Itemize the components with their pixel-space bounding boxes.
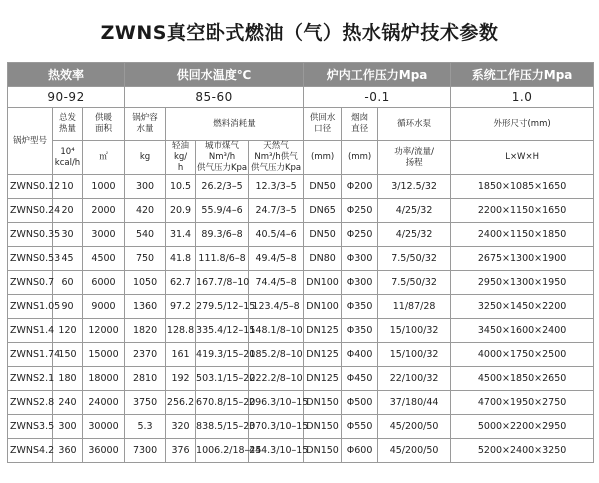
cell-pipe: DN80 [304,247,342,271]
cell-pump: 15/100/32 [378,343,451,367]
cell-natural-gas: 370.3/10–15 [249,415,304,439]
cell-pipe: DN100 [304,295,342,319]
cell-pump: 45/200/50 [378,415,451,439]
col-dims: 外形尺寸(mm) [451,108,594,141]
cell-dims: 2950×1300×1950 [451,271,594,295]
cell-light-oil: 10.5 [166,175,196,199]
cell-capacity: 300 [125,175,166,199]
cell-pipe: DN65 [304,199,342,223]
value-furnace-pressure: -0.1 [304,87,451,108]
cell-model: ZWNS0.53 [8,247,53,271]
cell-area: 6000 [83,271,125,295]
cell-capacity: 2810 [125,367,166,391]
cell-model: ZWNS1.05 [8,295,53,319]
col-city-gas: 城市煤气 Nm³/h 供气压力Kpa [196,141,248,173]
table-row [8,439,594,463]
cell-flue: Φ500 [342,391,378,415]
cell-pipe: DN150 [304,391,342,415]
cell-pipe: DN125 [304,367,342,391]
cell-pipe: DN125 [304,319,342,343]
cell-flue: Φ350 [342,295,378,319]
cell-flue: Φ400 [342,343,378,367]
cell-pump: 15/100/32 [378,319,451,343]
cell-capacity: 3750 [125,391,166,415]
summary-value-row [8,87,594,108]
cell-capacity: 7300 [125,439,166,463]
cell-capacity: 750 [125,247,166,271]
table-row [8,271,594,295]
cell-light-oil: 192 [166,367,196,391]
cell-dims: 2200×1150×1650 [451,199,594,223]
table-row [8,415,594,439]
cell-flue: Φ600 [342,439,378,463]
cell-model: ZWNS4.2 [8,439,53,463]
header-system-pressure: 系统工作压力Mpa [451,63,594,87]
cell-light-oil: 31.4 [166,223,196,247]
cell-area: 15000 [83,343,125,367]
unit-flue: (mm) [342,141,378,175]
cell-heat: 300 [53,415,83,439]
table-row [8,223,594,247]
cell-model: ZWNS1.4 [8,319,53,343]
cell-natural-gas: 296.3/10–15 [249,391,304,415]
cell-capacity: 1820 [125,319,166,343]
cell-city-gas: 279.5/12–15 [196,295,249,319]
cell-flue: Φ250 [342,223,378,247]
cell-area: 3000 [83,223,125,247]
cell-pipe: DN150 [304,415,342,439]
col-flue: 烟囱 直径 [342,108,378,141]
cell-natural-gas: 24.7/3–5 [249,199,304,223]
header-furnace-pressure: 炉内工作压力Mpa [304,63,451,87]
cell-pump: 22/100/32 [378,367,451,391]
cell-natural-gas: 185.2/8–10 [249,343,304,367]
table-row [8,391,594,415]
cell-area: 24000 [83,391,125,415]
cell-natural-gas: 12.3/3–5 [249,175,304,199]
cell-light-oil: 97.2 [166,295,196,319]
cell-pump: 45/200/50 [378,439,451,463]
cell-area: 9000 [83,295,125,319]
table-row [8,319,594,343]
col-heat: 总发 热量 [53,108,83,141]
cell-natural-gas: 148.1/8–10 [249,319,304,343]
summary-header-row [8,63,594,87]
column-header-row [8,108,594,141]
cell-pump: 37/180/44 [378,391,451,415]
cell-heat: 60 [53,271,83,295]
unit-pipe: (mm) [304,141,342,175]
cell-heat: 20 [53,199,83,223]
table-row [8,199,594,223]
col-area: 供暖 面积 [83,108,125,141]
cell-heat: 90 [53,295,83,319]
data-rows [8,175,594,463]
cell-dims: 4000×1750×2500 [451,343,594,367]
col-model: 锅炉型号 [8,108,53,175]
cell-light-oil: 128.8 [166,319,196,343]
unit-capacity: kg [125,141,166,175]
col-fuel: 燃料消耗量 [166,108,304,141]
cell-light-oil: 256.2 [166,391,196,415]
cell-model: ZWNS0.12 [8,175,53,199]
cell-capacity: 5.3 [125,415,166,439]
page-title: ZWNS真空卧式燃油（气）热水锅炉技术参数 [100,22,499,44]
cell-city-gas: 838.5/15–20 [196,415,249,439]
col-pump: 循环水泵 [378,108,451,141]
cell-dims: 4700×1950×2750 [451,391,594,415]
cell-model: ZWNS2.1 [8,367,53,391]
cell-pump: 11/87/28 [378,295,451,319]
cell-pipe: DN50 [304,175,342,199]
cell-area: 36000 [83,439,125,463]
table-row [8,343,594,367]
value-water-temp: 85-60 [125,87,304,108]
cell-pump: 4/25/32 [378,223,451,247]
col-pipe: 供回水 口径 [304,108,342,141]
cell-light-oil: 376 [166,439,196,463]
cell-light-oil: 320 [166,415,196,439]
unit-pump: 功率/流量/ 扬程 [378,141,451,175]
cell-area: 4500 [83,247,125,271]
header-efficiency: 热效率 [8,63,125,87]
unit-heat: 10⁴ kcal/h [53,141,83,175]
cell-pump: 3/12.5/32 [378,175,451,199]
cell-natural-gas: 123.4/5–8 [249,295,304,319]
cell-city-gas: 670.8/15–20 [196,391,249,415]
cell-city-gas: 89.3/6–8 [196,223,249,247]
table-row [8,175,594,199]
cell-natural-gas: 49.4/5–8 [249,247,304,271]
cell-model: ZWNS3.5 [8,415,53,439]
cell-heat: 240 [53,391,83,415]
cell-model: ZWNS0.7 [8,271,53,295]
cell-heat: 10 [53,175,83,199]
cell-pipe: DN50 [304,223,342,247]
cell-flue: Φ300 [342,271,378,295]
cell-light-oil: 20.9 [166,199,196,223]
cell-dims: 3450×1600×2400 [451,319,594,343]
cell-city-gas: 55.9/4–6 [196,199,249,223]
cell-heat: 30 [53,223,83,247]
cell-city-gas: 503.1/15–20 [196,367,249,391]
cell-flue: Φ300 [342,247,378,271]
cell-light-oil: 161 [166,343,196,367]
cell-capacity: 420 [125,199,166,223]
cell-area: 12000 [83,319,125,343]
cell-pipe: DN125 [304,343,342,367]
cell-flue: Φ550 [342,415,378,439]
col-light-oil: 轻油 kg/ h [166,141,196,175]
cell-dims: 2400×1150×1850 [451,223,594,247]
cell-light-oil: 62.7 [166,271,196,295]
cell-dims: 3250×1450×2200 [451,295,594,319]
cell-flue: Φ250 [342,199,378,223]
table-row [8,295,594,319]
cell-city-gas: 419.3/15–20 [196,343,249,367]
cell-dims: 2675×1300×1900 [451,247,594,271]
cell-dims: 4500×1850×2650 [451,367,594,391]
cell-model: ZWNS2.8 [8,391,53,415]
cell-heat: 120 [53,319,83,343]
cell-flue: Φ200 [342,175,378,199]
cell-model: ZWNS0.35 [8,223,53,247]
cell-model: ZWNS1.74 [8,343,53,367]
col-natural-gas: 天然气 Nm³/h供气 供气压力Kpa [249,141,304,175]
cell-area: 30000 [83,415,125,439]
spec-table [7,62,594,463]
cell-heat: 150 [53,343,83,367]
cell-area: 1000 [83,175,125,199]
cell-area: 2000 [83,199,125,223]
cell-heat: 180 [53,367,83,391]
cell-city-gas: 167.7/8–10 [196,271,249,295]
cell-flue: Φ450 [342,367,378,391]
col-capacity: 锅炉容 水量 [125,108,166,141]
cell-flue: Φ350 [342,319,378,343]
unit-row [8,141,594,175]
cell-area: 18000 [83,367,125,391]
cell-city-gas: 111.8/6–8 [196,247,249,271]
cell-dims: 1850×1085×1650 [451,175,594,199]
cell-pump: 4/25/32 [378,199,451,223]
value-system-pressure: 1.0 [451,87,594,108]
cell-model: ZWNS0.24 [8,199,53,223]
table-row [8,247,594,271]
unit-area: ㎡ [83,141,125,175]
cell-capacity: 1360 [125,295,166,319]
cell-natural-gas: 444.3/10–15 [249,439,304,463]
unit-dims: L×W×H [451,141,594,175]
cell-dims: 5000×2200×2950 [451,415,594,439]
cell-capacity: 2370 [125,343,166,367]
cell-heat: 45 [53,247,83,271]
cell-pump: 7.5/50/32 [378,271,451,295]
cell-dims: 5200×2400×3250 [451,439,594,463]
cell-city-gas: 335.4/12–15 [196,319,249,343]
cell-city-gas: 26.2/3–5 [196,175,249,199]
cell-pipe: DN100 [304,271,342,295]
cell-natural-gas: 74.4/5–8 [249,271,304,295]
cell-pump: 7.5/50/32 [378,247,451,271]
table-row [8,367,594,391]
cell-heat: 360 [53,439,83,463]
cell-capacity: 540 [125,223,166,247]
cell-natural-gas: 222.2/8–10 [249,367,304,391]
value-efficiency: 90-92 [8,87,125,108]
cell-natural-gas: 40.5/4–6 [249,223,304,247]
header-water-temp: 供回水温度℃ [125,63,304,87]
cell-pipe: DN150 [304,439,342,463]
cell-light-oil: 41.8 [166,247,196,271]
cell-city-gas: 1006.2/18–25 [196,439,249,463]
cell-capacity: 1050 [125,271,166,295]
